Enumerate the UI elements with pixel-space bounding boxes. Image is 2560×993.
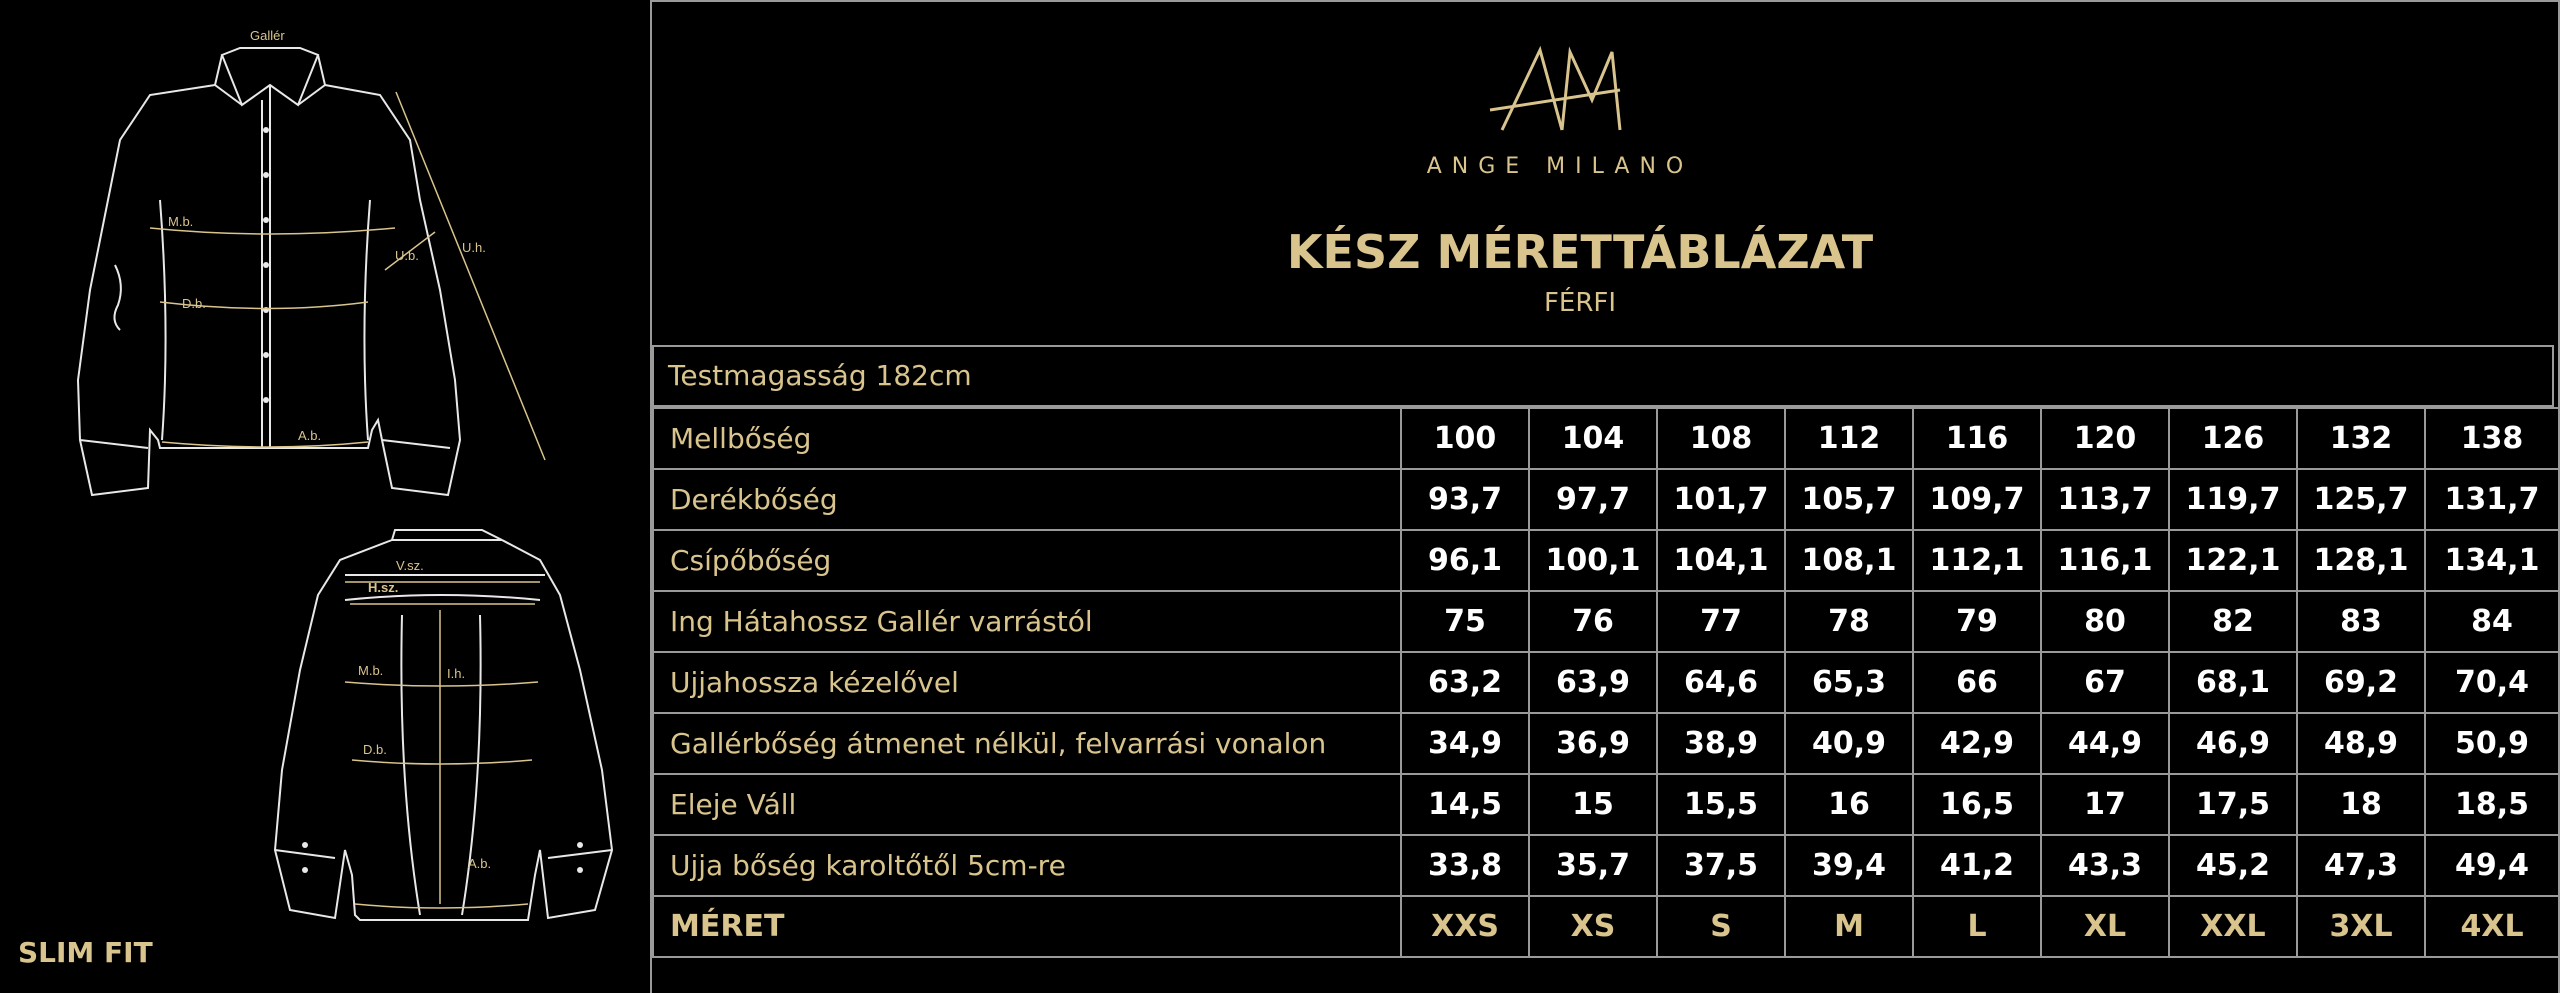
- table-cell: 125,7: [2297, 469, 2425, 530]
- label-collar: Gallér: [250, 28, 285, 43]
- table-cell: 16,5: [1913, 774, 2041, 835]
- table-cell: 113,7: [2041, 469, 2169, 530]
- row-label: Csípőbőség: [653, 530, 1401, 591]
- table-cell: 82: [2169, 591, 2297, 652]
- label-back-width: H.sz.: [368, 580, 399, 595]
- table-cell: 116,1: [2041, 530, 2169, 591]
- table-cell: 14,5: [1401, 774, 1529, 835]
- table-cell: 63,9: [1529, 652, 1657, 713]
- row-label: Gallérbőség átmenet nélkül, felvarrási vonalon: [653, 713, 1401, 774]
- table-cell: 75: [1401, 591, 1529, 652]
- table-cell: 109,7: [1913, 469, 2041, 530]
- table-cell: 134,1: [2425, 530, 2559, 591]
- table-cell: 38,9: [1657, 713, 1785, 774]
- size-table: [652, 407, 2560, 958]
- table-cell: 112: [1785, 408, 1913, 469]
- table-cell: 84: [2425, 591, 2559, 652]
- row-label: Ing Hátahossz Gallér varrástól: [653, 591, 1401, 652]
- table-cell: 108,1: [1785, 530, 1913, 591]
- table-cell: 122,1: [2169, 530, 2297, 591]
- table-cell: 39,4: [1785, 835, 1913, 896]
- table-cell: 18: [2297, 774, 2425, 835]
- table-cell: 77: [1657, 591, 1785, 652]
- back-shirt-drawing: [0, 520, 652, 990]
- size-cell: S: [1657, 896, 1785, 957]
- table-cell: 100: [1401, 408, 1529, 469]
- row-label: Ujjahossza kézelővel: [653, 652, 1401, 713]
- table-cell: 63,2: [1401, 652, 1529, 713]
- table-cell: 50,9: [2425, 713, 2559, 774]
- table-cell: 116: [1913, 408, 2041, 469]
- table-cell: 65,3: [1785, 652, 1913, 713]
- label-chest-front: M.b.: [168, 214, 194, 229]
- table-cell: 67: [2041, 652, 2169, 713]
- label-waist-front: D.b.: [182, 296, 206, 311]
- height-note-row: [652, 345, 2554, 407]
- table-cell: 97,7: [1529, 469, 1657, 530]
- table-cell: 104,1: [1657, 530, 1785, 591]
- table-row: [653, 408, 2559, 469]
- table-cell: 42,9: [1913, 713, 2041, 774]
- table-cell: 83: [2297, 591, 2425, 652]
- label-hem-back: A.b.: [468, 856, 492, 871]
- size-cell: L: [1913, 896, 2041, 957]
- table-cell: 17: [2041, 774, 2169, 835]
- table-cell: 64,6: [1657, 652, 1785, 713]
- label-sleeve-length: U.h.: [462, 240, 486, 255]
- table-cell: 49,4: [2425, 835, 2559, 896]
- table-cell: 66: [1913, 652, 2041, 713]
- size-cell: XXL: [2169, 896, 2297, 957]
- page-title: KÉSZ MÉRETTÁBLÁZAT: [1286, 225, 1874, 279]
- size-cell: XXS: [1401, 896, 1529, 957]
- size-cell: XS: [1529, 896, 1657, 957]
- table-cell: 70,4: [2425, 652, 2559, 713]
- size-row-label: MÉRET: [653, 896, 1401, 957]
- table-cell: 112,1: [1913, 530, 2041, 591]
- height-note: Testmagasság 182cm: [668, 359, 972, 392]
- front-shirt-drawing: [0, 0, 652, 520]
- table-cell: 35,7: [1529, 835, 1657, 896]
- table-cell: 18,5: [2425, 774, 2559, 835]
- page-subtitle: FÉRFI: [1543, 288, 1617, 318]
- table-row: [653, 530, 2559, 591]
- table-cell: 15,5: [1657, 774, 1785, 835]
- table-cell: 47,3: [2297, 835, 2425, 896]
- table-cell: 93,7: [1401, 469, 1529, 530]
- table-cell: 17,5: [2169, 774, 2297, 835]
- row-label: Ujja bőség karoltőtől 5cm-re: [653, 835, 1401, 896]
- table-cell: 34,9: [1401, 713, 1529, 774]
- table-cell: 48,9: [2297, 713, 2425, 774]
- table-row: [653, 591, 2559, 652]
- table-row: [653, 774, 2559, 835]
- table-cell: 76: [1529, 591, 1657, 652]
- table-cell: 96,1: [1401, 530, 1529, 591]
- table-cell: 45,2: [2169, 835, 2297, 896]
- brand-logo-icon: [1480, 40, 1640, 140]
- table-cell: 79: [1913, 591, 2041, 652]
- table-cell: 37,5: [1657, 835, 1785, 896]
- label-length-back: I.h.: [447, 666, 466, 681]
- table-cell: 41,2: [1913, 835, 2041, 896]
- table-cell: 80: [2041, 591, 2169, 652]
- table-cell: 128,1: [2297, 530, 2425, 591]
- table-cell: 119,7: [2169, 469, 2297, 530]
- table-cell: 131,7: [2425, 469, 2559, 530]
- size-cell: M: [1785, 896, 1913, 957]
- brand-name: ANGE MILANO: [1426, 154, 1694, 179]
- table-row: [653, 835, 2559, 896]
- size-cell: XL: [2041, 896, 2169, 957]
- table-cell: 15: [1529, 774, 1657, 835]
- label-hem-front: A.b.: [298, 428, 322, 443]
- label-sleeve-width: U.b.: [395, 248, 419, 263]
- table-cell: 108: [1657, 408, 1785, 469]
- table-cell: 126: [2169, 408, 2297, 469]
- label-waist-back: D.b.: [363, 742, 387, 757]
- table-cell: 105,7: [1785, 469, 1913, 530]
- table-cell: 33,8: [1401, 835, 1529, 896]
- table-cell: 44,9: [2041, 713, 2169, 774]
- label-chest-back: M.b.: [358, 663, 384, 678]
- row-label: Mellbőség: [653, 408, 1401, 469]
- label-shoulder-back: V.sz.: [396, 558, 424, 573]
- size-row: [653, 896, 2559, 957]
- table-cell: 100,1: [1529, 530, 1657, 591]
- table-cell: 68,1: [2169, 652, 2297, 713]
- table-cell: 104: [1529, 408, 1657, 469]
- table-cell: 43,3: [2041, 835, 2169, 896]
- table-cell: 46,9: [2169, 713, 2297, 774]
- table-row: [653, 652, 2559, 713]
- size-cell: 4XL: [2425, 896, 2559, 957]
- row-label: Eleje Váll: [653, 774, 1401, 835]
- table-cell: 78: [1785, 591, 1913, 652]
- fit-label: SLIM FIT: [18, 936, 153, 969]
- table-cell: 69,2: [2297, 652, 2425, 713]
- table-cell: 16: [1785, 774, 1913, 835]
- table-cell: 40,9: [1785, 713, 1913, 774]
- table-cell: 120: [2041, 408, 2169, 469]
- row-label: Derékbőség: [653, 469, 1401, 530]
- table-row: [653, 713, 2559, 774]
- table-row: [653, 469, 2559, 530]
- shirt-illustration-panel: [0, 0, 652, 993]
- table-cell: 138: [2425, 408, 2559, 469]
- table-cell: 101,7: [1657, 469, 1785, 530]
- table-cell: 36,9: [1529, 713, 1657, 774]
- table-cell: 132: [2297, 408, 2425, 469]
- size-cell: 3XL: [2297, 896, 2425, 957]
